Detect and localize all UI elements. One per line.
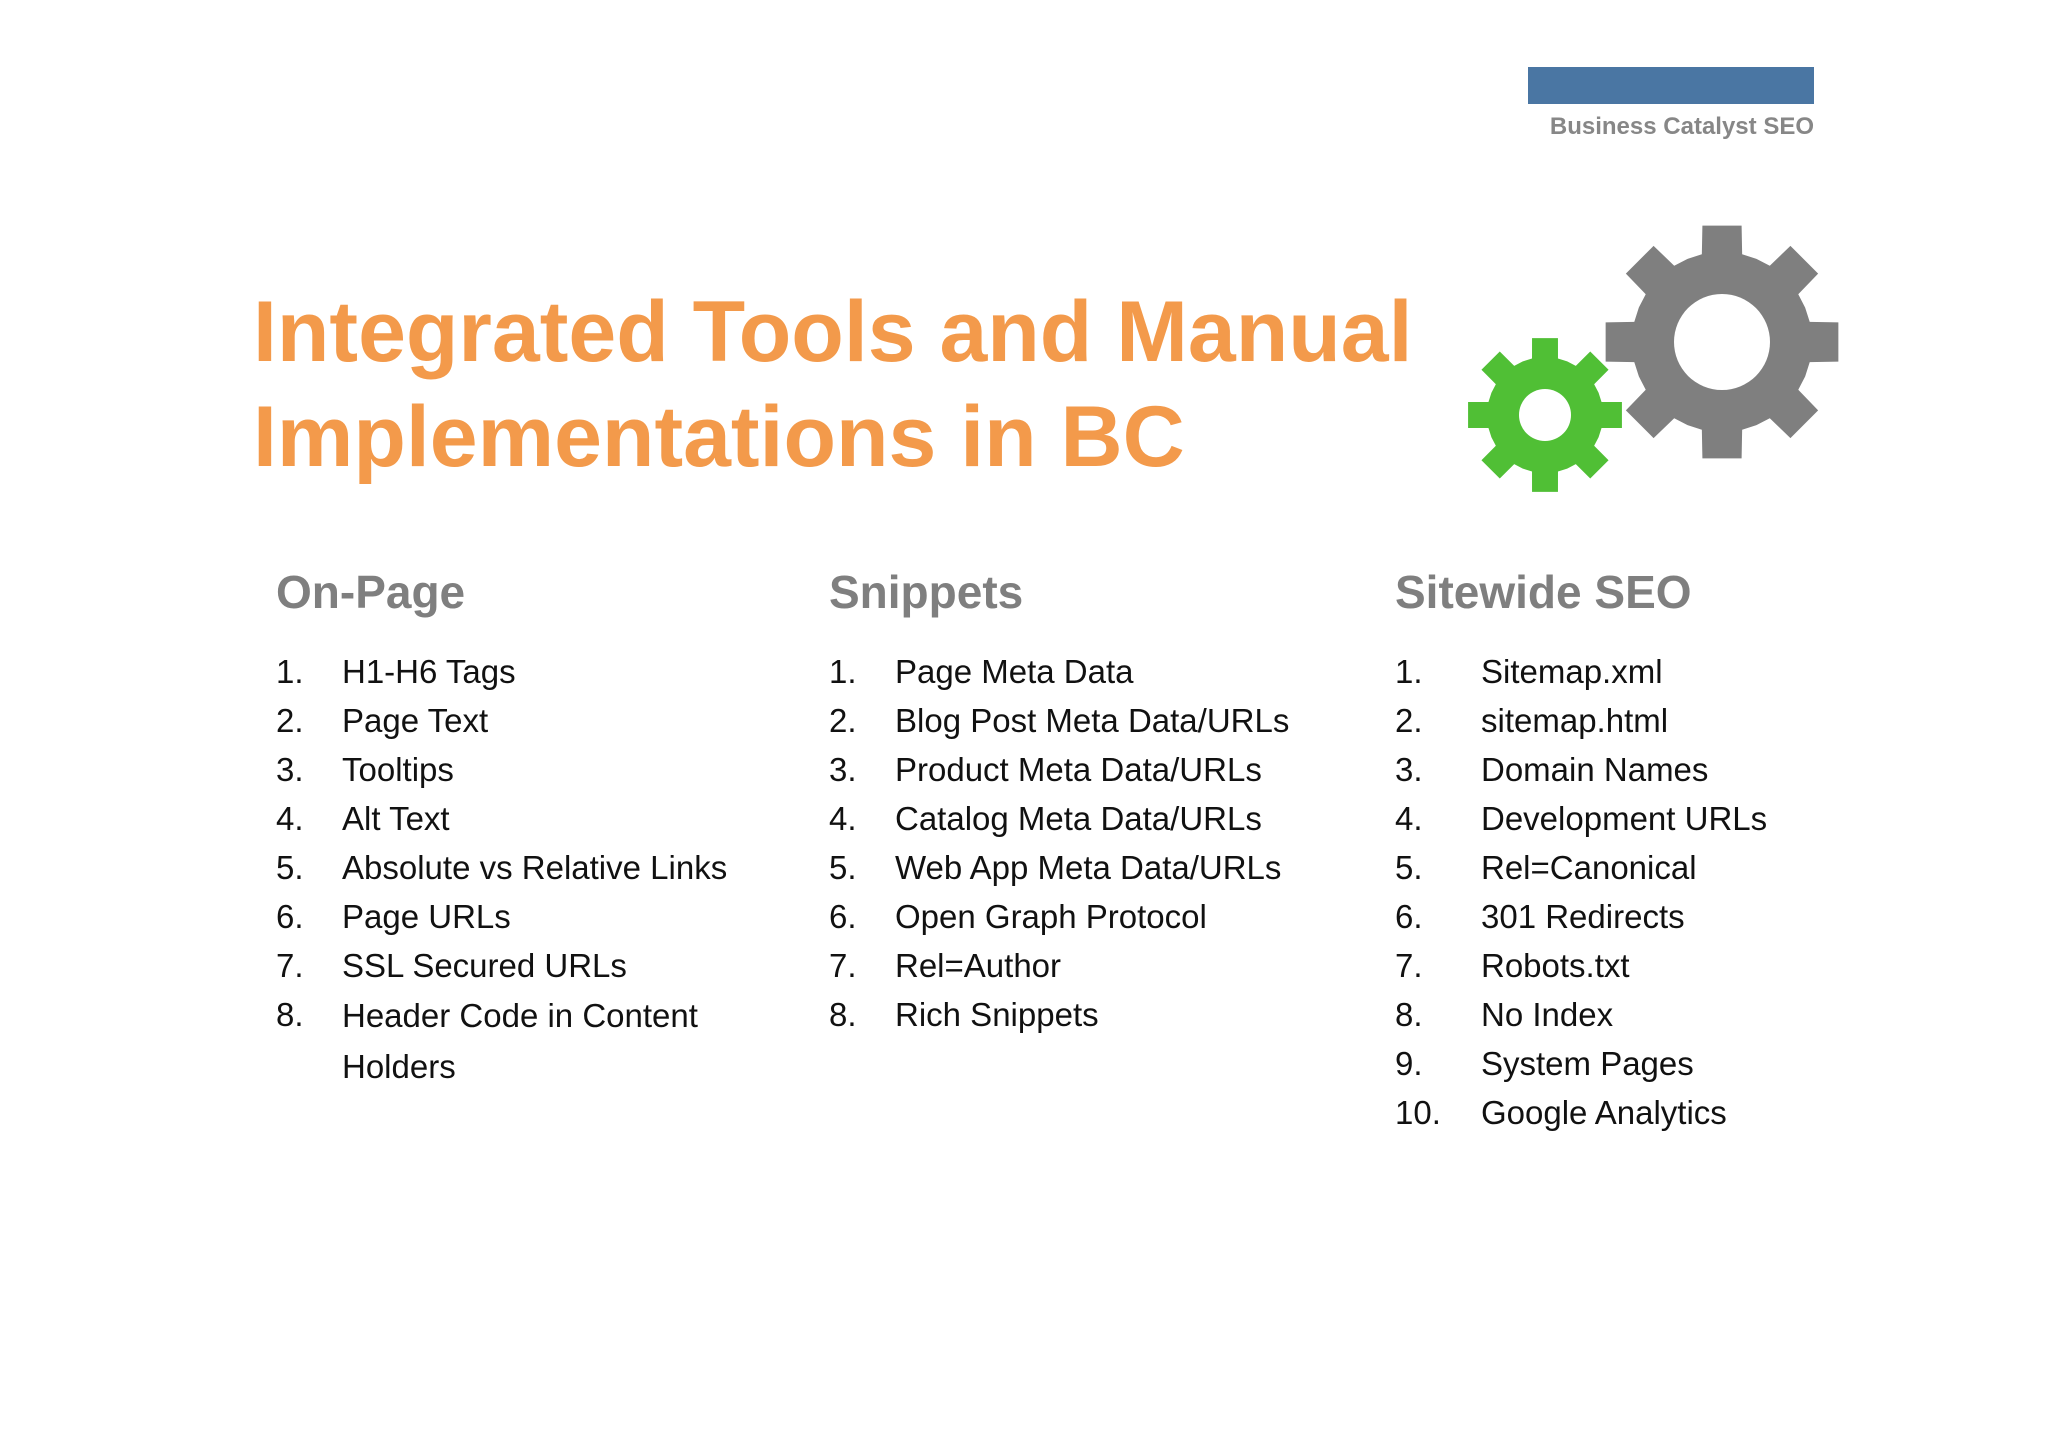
list-number: 6. <box>829 898 857 935</box>
list-item <box>829 647 1289 696</box>
list-text: No Index <box>1481 996 1614 1033</box>
list-number: 2. <box>276 702 304 739</box>
list-item <box>1395 941 1767 990</box>
list-number: 7. <box>1395 947 1423 984</box>
list-text: System Pages <box>1481 1045 1694 1082</box>
brand-color-bar <box>1528 67 1814 104</box>
list-item <box>276 696 762 745</box>
list-number: 5. <box>829 849 857 886</box>
list-text: Product Meta Data/URLs <box>895 751 1262 788</box>
list-number: 1. <box>276 653 304 690</box>
snippets-list <box>829 647 1289 1039</box>
list-item <box>829 990 1289 1039</box>
list-text: Development URLs <box>1481 800 1768 837</box>
list-text: Robots.txt <box>1481 947 1630 984</box>
list-number: 2. <box>829 702 857 739</box>
gears-illustration <box>1460 220 1860 505</box>
list-number: 5. <box>276 849 304 886</box>
slide-title-line-2: Implementations in BC <box>253 389 1185 485</box>
list-item <box>829 892 1289 941</box>
list-number: 5. <box>1395 849 1423 886</box>
list-item <box>829 941 1289 990</box>
list-number: 8. <box>1395 996 1423 1033</box>
list-text: H1-H6 Tags <box>342 653 516 690</box>
list-text: Web App Meta Data/URLs <box>895 849 1282 886</box>
list-number: 1. <box>829 653 857 690</box>
slide-title-line-1: Integrated Tools and Manual <box>253 284 1413 380</box>
list-text: Alt Text <box>342 800 450 837</box>
list-text: Rel=Canonical <box>1481 849 1697 886</box>
list-item <box>1395 696 1767 745</box>
slide-title <box>253 280 1483 490</box>
list-number: 7. <box>829 947 857 984</box>
list-item <box>829 745 1289 794</box>
brand-label: Business Catalyst SEO <box>1549 113 1814 140</box>
list-number: 10. <box>1395 1094 1441 1131</box>
column-heading: Snippets <box>829 566 1024 618</box>
list-text: Catalog Meta Data/URLs <box>895 800 1262 837</box>
column-snippets <box>829 560 1289 1039</box>
list-number: 6. <box>1395 898 1423 935</box>
list-number: 3. <box>829 751 857 788</box>
gear-hole <box>1519 389 1571 441</box>
list-number: 8. <box>829 996 857 1033</box>
list-item <box>276 794 762 843</box>
list-text: SSL Secured URLs <box>342 947 627 984</box>
list-item <box>1395 892 1767 941</box>
sitewide-seo-list <box>1395 647 1767 1137</box>
gear-hole <box>1674 294 1770 390</box>
list-number: 4. <box>276 800 304 837</box>
list-number: 7. <box>276 947 304 984</box>
list-item <box>1395 1039 1767 1088</box>
list-item <box>1395 843 1767 892</box>
list-text: Blog Post Meta Data/URLs <box>895 702 1290 739</box>
list-item <box>276 941 762 990</box>
list-item <box>276 843 762 892</box>
list-text: Rel=Author <box>895 947 1062 984</box>
list-item <box>1395 745 1767 794</box>
list-number: 1. <box>1395 653 1423 690</box>
list-text: sitemap.html <box>1481 702 1669 739</box>
list-text: Page URLs <box>342 898 511 935</box>
list-item <box>276 745 762 794</box>
list-number: 3. <box>276 751 304 788</box>
list-text: Tooltips <box>342 751 454 788</box>
list-number: 4. <box>829 800 857 837</box>
list-item <box>1395 990 1767 1039</box>
list-item <box>276 647 762 696</box>
list-number: 2. <box>1395 702 1423 739</box>
column-heading: On-Page <box>276 566 466 618</box>
list-text: Domain Names <box>1481 751 1709 788</box>
list-item <box>1395 647 1767 696</box>
small-gear-icon <box>1468 338 1622 492</box>
list-text: Sitemap.xml <box>1481 653 1663 690</box>
list-item <box>1395 794 1767 843</box>
list-text: Absolute vs Relative Links <box>342 849 728 886</box>
list-number: 8. <box>276 996 304 1033</box>
large-gear-icon <box>1606 226 1839 459</box>
list-item <box>1395 1088 1767 1137</box>
list-item <box>829 696 1289 745</box>
list-item <box>276 892 762 941</box>
list-item <box>829 843 1289 892</box>
list-text: Open Graph Protocol <box>895 898 1207 935</box>
list-text: Header Code in Content Holders <box>342 997 698 1085</box>
list-text: Google Analytics <box>1481 1094 1727 1131</box>
list-text: Page Text <box>342 702 489 739</box>
list-item <box>276 990 762 1092</box>
column-on-page <box>276 560 762 1092</box>
list-text: Page Meta Data <box>895 653 1134 690</box>
column-heading: Sitewide SEO <box>1395 566 1692 618</box>
on-page-list <box>276 647 762 1092</box>
list-text: 301 Redirects <box>1481 898 1685 935</box>
list-text: Rich Snippets <box>895 996 1099 1033</box>
list-number: 4. <box>1395 800 1423 837</box>
list-item <box>829 794 1289 843</box>
column-sitewide-seo <box>1395 560 1767 1137</box>
list-number: 3. <box>1395 751 1423 788</box>
list-number: 6. <box>276 898 304 935</box>
list-number: 9. <box>1395 1045 1423 1082</box>
